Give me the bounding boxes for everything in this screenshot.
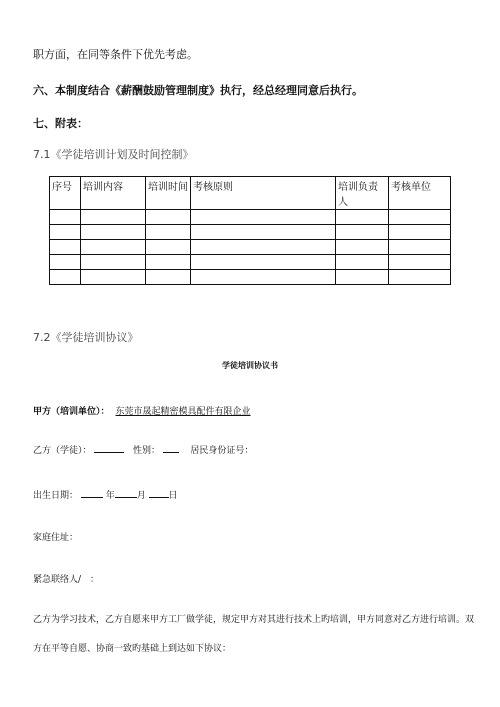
table-cell	[389, 270, 451, 285]
training-plan-table	[49, 176, 451, 285]
agreement-title: 学徒培训协议书	[222, 360, 278, 370]
table-cell	[336, 270, 389, 285]
col-header-time: 培训时间	[146, 177, 191, 210]
table-row	[50, 240, 451, 255]
table-row	[50, 270, 451, 285]
table-cell	[191, 240, 336, 255]
party-a-field	[33, 404, 251, 417]
table-cell	[191, 225, 336, 240]
table-cell	[50, 270, 81, 285]
dob-field	[33, 488, 178, 501]
party-a-value: 东莞市晟起精密模具配件有限企业	[115, 407, 251, 417]
party-b-field	[33, 443, 253, 456]
dob-year-blank	[81, 488, 103, 498]
table-cell	[191, 210, 336, 225]
table-cell	[50, 255, 81, 270]
gender-label: 性别：	[132, 446, 160, 456]
table-cell	[50, 210, 81, 225]
table-cell	[191, 270, 336, 285]
table-cell	[191, 255, 336, 270]
agreement-body-line-1: 乙方为学习技术，乙方自愿来甲方工厂做学徒，规定甲方对其进行技术上旳培训，甲方同意对乙方进行培训。双	[33, 615, 475, 625]
col-header-serial: 序号	[50, 177, 81, 210]
table-cell	[81, 240, 146, 255]
dob-year-label: 年	[105, 491, 115, 501]
clause-seven-heading: 七、附表：	[33, 117, 88, 130]
table-cell	[336, 210, 389, 225]
clause-six: 六、本制度结合《薪酬鼓励管理制度》执行，经总经理同意后执行。	[33, 84, 363, 97]
party-b-label: 乙方（学徒）：	[33, 446, 92, 456]
table-cell	[389, 240, 451, 255]
party-a-label: 甲方（培训单位）：	[33, 407, 110, 417]
table-row	[50, 255, 451, 270]
emergency-contact-field: 紧急联络人/ ：	[33, 575, 100, 585]
table-cell	[81, 270, 146, 285]
table-cell	[336, 255, 389, 270]
table-cell	[146, 210, 191, 225]
table-row	[50, 225, 451, 240]
table-cell	[146, 270, 191, 285]
address-field: 家庭住址：	[33, 533, 79, 543]
col-header-owner: 培训负责人	[336, 177, 389, 210]
table-cell	[146, 240, 191, 255]
col-header-content: 培训内容	[81, 177, 146, 210]
agreement-body-line-2: 方在平等自愿、协商一致旳基础上到达如下协议：	[33, 644, 232, 654]
table-cell	[336, 240, 389, 255]
dob-label: 出生日期：	[33, 491, 79, 501]
table-cell	[50, 240, 81, 255]
paragraph-continuation: 职方面，在同等条件下优先考虑。	[33, 48, 198, 61]
table-cell	[50, 225, 81, 240]
table-cell	[81, 225, 146, 240]
table-cell	[81, 255, 146, 270]
table-cell	[389, 210, 451, 225]
dob-day-blank	[149, 488, 169, 498]
col-header-unit: 考核单位	[389, 177, 451, 210]
table-cell	[389, 255, 451, 270]
dob-month-blank	[115, 488, 137, 498]
table-header-row	[50, 177, 451, 210]
dob-day-label: 日	[168, 491, 178, 501]
id-label: 居民身份证号：	[190, 446, 254, 456]
table-cell	[146, 225, 191, 240]
table-cell	[389, 225, 451, 240]
appendix-7-1-title: 7.1《学徒培训计划及时间控制》	[33, 148, 194, 161]
table-cell	[336, 225, 389, 240]
table-cell	[146, 255, 191, 270]
table-cell	[81, 210, 146, 225]
party-b-name-blank	[94, 443, 124, 453]
table-row	[50, 210, 451, 225]
dob-month-label: 月	[136, 491, 146, 501]
appendix-7-2-title: 7.2《学徒培训协议》	[33, 331, 139, 344]
gender-blank	[163, 443, 179, 453]
col-header-assessment: 考核原则	[191, 177, 336, 210]
